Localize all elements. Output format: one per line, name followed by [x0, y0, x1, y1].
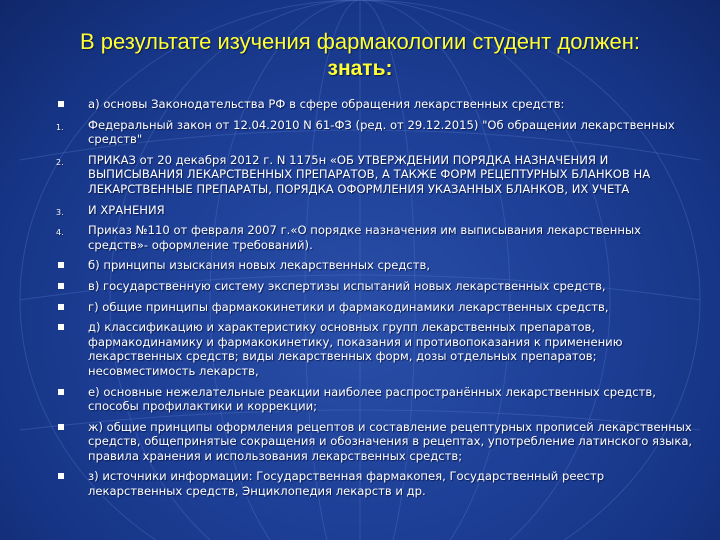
list-item	[58, 97, 698, 112]
list-item	[58, 258, 698, 273]
list-item-text: в) государственную систему экспертизы испытаний новых лекарственных средств,	[88, 278, 606, 293]
list-item-text: ж) общие принципы оформления рецептов и составление рецептурных прописей лекарственных средств, общепринятые сокращения и обозначения в рецептах, употребление латинского языка, правила хранения и использования лекарственных средств;	[88, 419, 693, 463]
list-item-text: б) принципы изыскания новых лекарственных средств,	[88, 258, 431, 273]
list-item-text: е) основные нежелательные реакции наиболее распространённых лекарственных средств, способы профилактики и коррекции;	[88, 384, 656, 414]
bullet-square-icon	[58, 304, 64, 310]
slide-title-line1: В результате изучения фармакологии студент должен:	[80, 29, 640, 54]
bullet-square-icon	[58, 283, 64, 289]
list-number: 2.	[56, 157, 64, 167]
list-item-text: з) источники информации: Государственная фармакопея, Государственный реестр лекарственных средств, Энциклопедия лекарств и др.	[88, 469, 605, 499]
list-item	[58, 300, 698, 315]
list-item-text: Приказ №110 от февраля 2007 г.«О порядке назначения им выписывания лекарственных средств»- оформление требований).	[88, 223, 641, 252]
bullet-square-icon	[58, 324, 64, 330]
list-item-text: ПРИКАЗ от 20 декабря 2012 г. N 1175н «ОБ УТВЕРЖДЕНИИ ПОРЯДКА НАЗНАЧЕНИЯ И ВЫПИСЫВАНИЯ ЛЕКАРСТВЕННЫХ ПРЕПАРАТОВ, А ТАКЖЕ ФОРМ РЕЦЕПТУРНЫХ БЛАНКОВ НА ЛЕКАРСТВЕННЫЕ ПРЕПАРАТЫ, ПОРЯДКА ОФОРМЛЕНИЯ УКАЗАННЫХ БЛАНКОВ, ИХ УЧЕТА	[88, 152, 651, 196]
list-item-text: г) общие принципы фармакокинетики и фармакодинамики лекарственных средств,	[88, 299, 609, 314]
bullet-list	[58, 97, 698, 505]
bullet-square-icon	[58, 389, 64, 395]
list-item	[58, 203, 698, 218]
list-item	[58, 153, 698, 197]
list-item-text: д) классификацию и характеристику основных групп лекарственных препаратов, фармакодинамику и фармакокинетику, показания и противопоказания к применению лекарственных средств; виды лекарственных форм, дозы отдельных препаратов; несовместимость лекарств,	[88, 320, 623, 378]
bullet-square-icon	[58, 262, 64, 268]
list-number: 1.	[56, 122, 64, 132]
list-item-text: И ХРАНЕНИЯ	[88, 202, 165, 217]
list-item	[58, 420, 698, 464]
bullet-square-icon	[58, 101, 64, 107]
list-item-text: а) основы Законодательства РФ в сфере обращения лекарственных средств:	[88, 97, 565, 111]
list-item	[58, 320, 698, 378]
list-item	[58, 279, 698, 294]
list-number: 3.	[56, 207, 64, 217]
list-item-text: Федеральный закон от 12.04.2010 N 61-ФЗ (ред. от 29.12.2015) "Об обращении лекарственных средств"	[88, 117, 675, 147]
bullet-square-icon	[58, 424, 64, 430]
list-item	[58, 385, 698, 414]
list-item	[58, 118, 698, 147]
bullet-square-icon	[58, 473, 64, 479]
slide-title	[0, 28, 720, 82]
list-number: 4.	[56, 228, 64, 238]
list-item	[58, 469, 698, 498]
slide-title-line2: знать:	[327, 57, 393, 80]
list-item	[58, 223, 698, 252]
